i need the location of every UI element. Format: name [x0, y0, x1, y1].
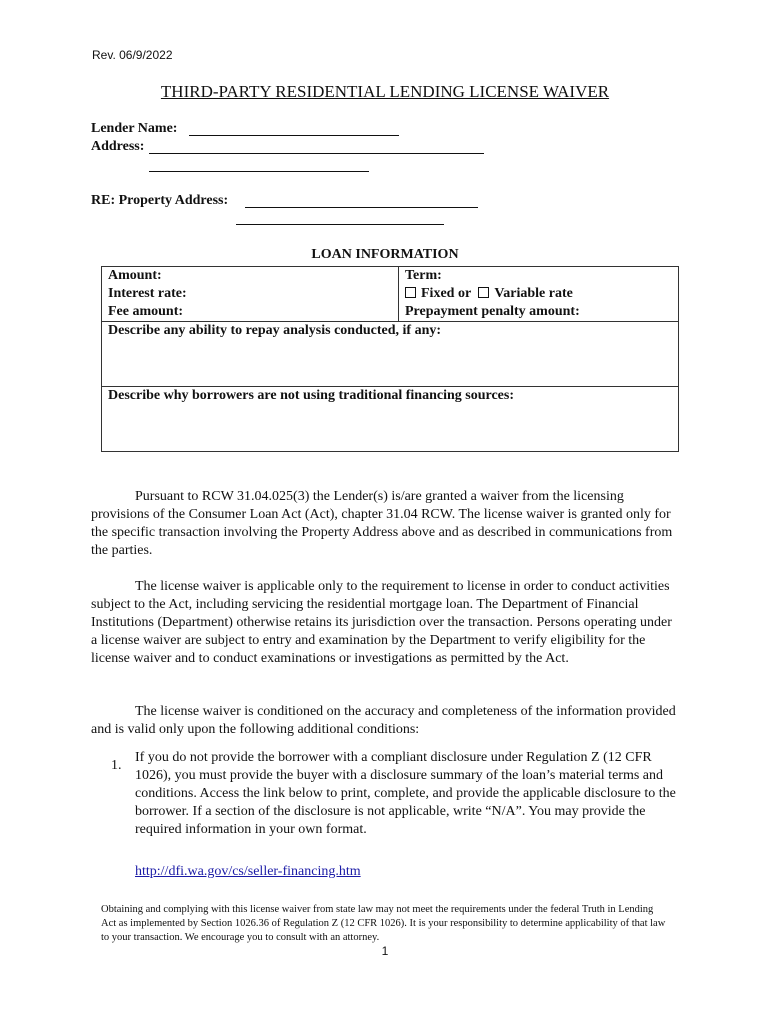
- variable-rate-label: Variable rate: [494, 286, 573, 301]
- condition-text: If you do not provide the borrower with a compliant disclosure under Regulation Z (12 CFR 1026), you must provide the buyer with a disclosure summary of the loan’s material terms and conditions. Access the link below to print, complete, and provide the applicable disclosure to the borrower. If a section of the disclosure is not applicable, write “N/A”. You may provide the required information in your own format.: [135, 750, 676, 837]
- repay-analysis-label: Describe any ability to repay analysis conducted, if any:: [108, 323, 442, 338]
- traditional-financing-cell[interactable]: [102, 387, 679, 452]
- amount-cell[interactable]: [102, 267, 399, 286]
- property-address-field-line1[interactable]: [245, 207, 478, 208]
- paragraph-applicability: The license waiver is applicable only to the requirement to license in order to conduct activities subject to the Act, including servicing the residential mortgage loan. The Department of Financial Institutions (Department) otherwise retains its jurisdiction over the transaction. Persons operating under a license waiver are subject to entry and examination by the Department to verify eligibility for the license waiver and to conduct examinations or investigations as permitted by the Act.: [91, 579, 672, 666]
- fee-amount-cell[interactable]: [102, 303, 399, 322]
- address-field-line2[interactable]: [149, 171, 369, 172]
- lender-name-label: Lender Name:: [91, 121, 178, 136]
- rate-type-cell: [399, 285, 679, 303]
- footnote: Obtaining and complying with this license waiver from state law may not meet the requirements under the federal Truth in Lending Act as implemented by Section 1026.36 of Regulation Z (12 CFR 1026). It is your responsibility to determine applicability of that law to your transaction. We encourage you to consult with an attorney.: [101, 904, 666, 943]
- term-label: Term:: [405, 268, 442, 283]
- paragraph-waiver-grant: Pursuant to RCW 31.04.025(3) the Lender(s) is/are granted a waiver from the licensing provisions of the Consumer Loan Act (Act), chapter 31.04 RCW. The license waiver is granted only for the specific transaction involving the Property Address above and as described in communications from the parties.: [91, 489, 673, 558]
- fixed-rate-checkbox[interactable]: [405, 287, 416, 298]
- condition-number: 1.: [111, 758, 122, 773]
- loan-information-heading: LOAN INFORMATION: [311, 247, 459, 262]
- page-title: THIRD-PARTY RESIDENTIAL LENDING LICENSE WAIVER: [160, 82, 610, 101]
- interest-rate-label: Interest rate:: [108, 286, 187, 301]
- fee-amount-label: Fee amount:: [108, 304, 184, 319]
- interest-rate-cell[interactable]: [102, 285, 399, 303]
- lender-name-field[interactable]: [189, 135, 399, 136]
- repay-analysis-cell[interactable]: [102, 322, 679, 387]
- traditional-financing-label: Describe why borrowers are not using traditional financing sources:: [108, 388, 514, 403]
- address-field-line1[interactable]: [149, 153, 484, 154]
- fixed-rate-label: Fixed or: [421, 286, 471, 301]
- paragraph-conditions: The license waiver is conditioned on the accuracy and completeness of the information provided and is valid only upon the following additional conditions:: [91, 704, 676, 737]
- seller-financing-link[interactable]: http://dfi.wa.gov/cs/seller-financing.htm: [135, 864, 361, 879]
- term-cell[interactable]: [399, 267, 679, 286]
- variable-rate-checkbox[interactable]: [478, 287, 489, 298]
- prepayment-penalty-cell[interactable]: [399, 303, 679, 322]
- page-number: 1: [381, 944, 389, 958]
- revision-date: Rev. 06/9/2022: [92, 48, 173, 62]
- address-label: Address:: [91, 139, 145, 154]
- amount-label: Amount:: [108, 268, 162, 283]
- prepayment-penalty-label: Prepayment penalty amount:: [405, 304, 580, 319]
- loan-information-table: [101, 266, 679, 452]
- property-address-field-line2[interactable]: [236, 224, 444, 225]
- property-address-label: RE: Property Address:: [91, 193, 229, 208]
